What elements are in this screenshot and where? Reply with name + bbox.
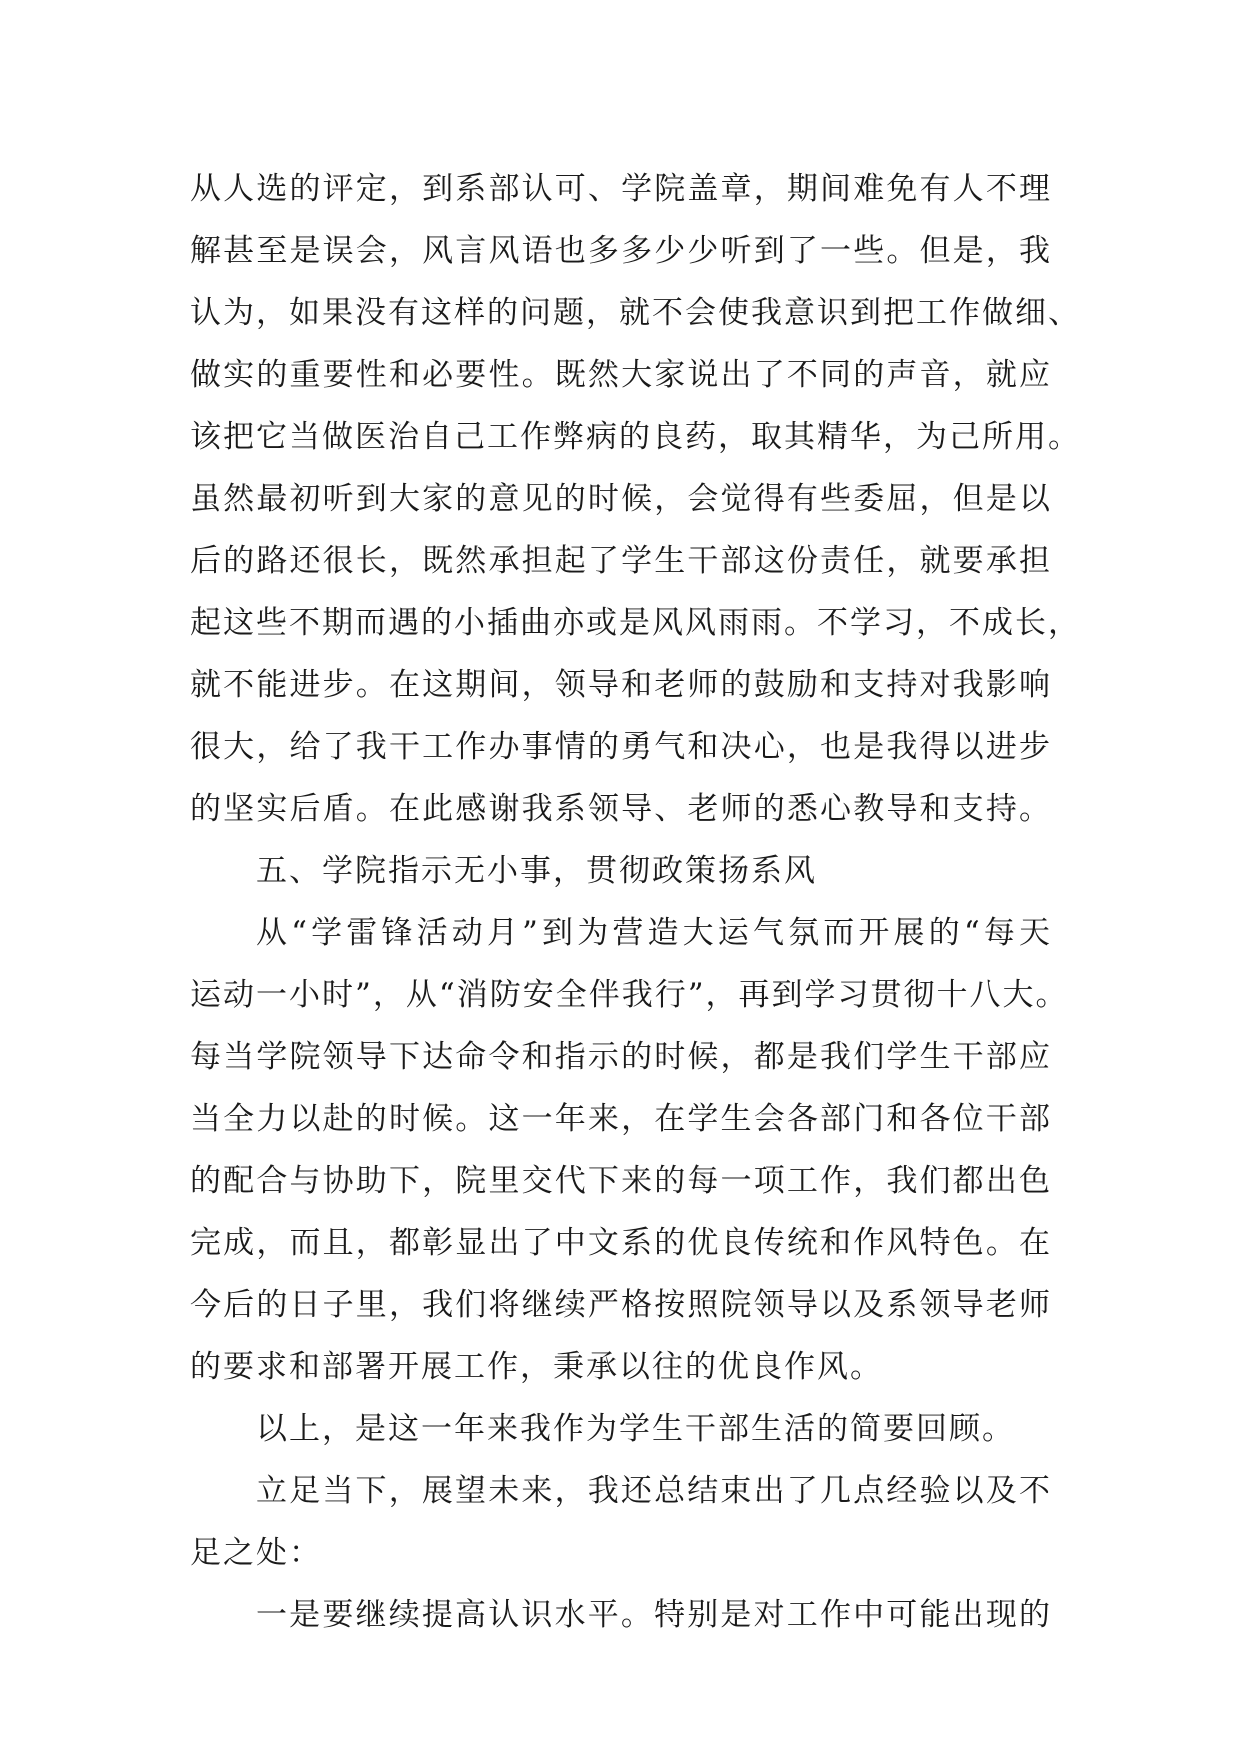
text-line: 后的路还很长，既然承担起了学生干部这份责任，就要承担 [190,543,1052,579]
text-line: 完成，而且，都彰显出了中文系的优良传统和作风特色。在 [190,1225,1052,1261]
body-text [190,158,1081,1646]
text-line: 起这些不期而遇的小插曲亦或是风风雨雨。不学习，不成长， [190,605,1081,641]
text-line: 今后的日子里，我们将继续严格按照院领导以及系领导老师 [190,1287,1052,1323]
text-line: 每当学院领导下达命令和指示的时候，都是我们学生干部应 [190,1039,1052,1075]
text-line: 解甚至是误会，风言风语也多多少少听到了一些。但是，我 [190,233,1052,269]
text-line: 虽然最初听到大家的意见的时候，会觉得有些委屈，但是以 [190,481,1052,517]
section-heading: 五、学院指示无小事，贯彻政策扬系风 [256,853,817,889]
text-line: 足之处： [190,1535,322,1571]
text-line: 就不能进步。在这期间，领导和老师的鼓励和支持对我影响 [190,667,1052,703]
text-line: 一是要继续提高认识水平。特别是对工作中可能出现的 [256,1597,1052,1633]
text-line: 的要求和部署开展工作，秉承以往的优良作风。 [190,1349,883,1385]
text-line: 很大，给了我干工作办事情的勇气和决心，也是我得以进步 [190,729,1052,765]
text-line: 的坚实后盾。在此感谢我系领导、老师的悉心教导和支持。 [190,791,1052,827]
text-line: 认为，如果没有这样的问题，就不会使我意识到把工作做细、 [190,295,1081,331]
text-line: 当全力以赴的时候。这一年来，在学生会各部门和各位干部 [190,1101,1052,1137]
text-line: 的配合与协助下，院里交代下来的每一项工作，我们都出色 [190,1163,1052,1199]
text-line: 从人选的评定，到系部认可、学院盖章，期间难免有人不理 [190,171,1052,207]
text-line: 以上，是这一年来我作为学生干部生活的简要回顾。 [256,1411,1015,1447]
text-line: 运动一小时”，从“消防安全伴我行”，再到学习贯彻十八大。 [190,977,1069,1013]
text-line: 做实的重要性和必要性。既然大家说出了不同的声音，就应 [190,357,1052,393]
text-line: 从“学雷锋活动月”到为营造大运气氛而开展的“每天 [256,915,1052,951]
text-line: 立足当下，展望未来，我还总结束出了几点经验以及不 [256,1473,1052,1509]
text-line: 该把它当做医治自己工作弊病的良药，取其精华，为己所用。 [190,419,1081,455]
